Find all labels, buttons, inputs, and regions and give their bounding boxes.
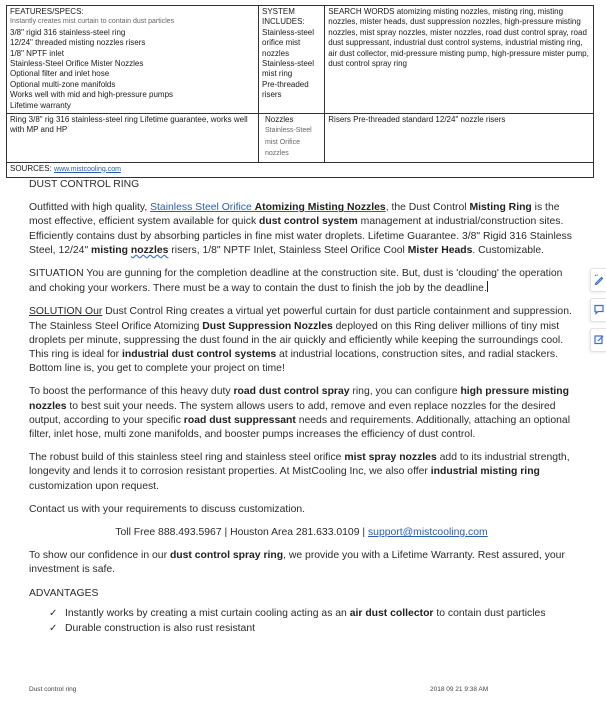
text-run: Durable construction is also rust resistant [65,623,255,635]
list-item [49,607,574,621]
system-item: Stainless-steel orifice mist nozzles [262,27,315,58]
search-title: SEARCH WORDS [328,7,395,16]
text-run: needs and requirements. Additionally, attaching an optional filter, inlet hose, multi zone manifolds, and booster pumps increases the efficiency of dust control. [29,414,571,441]
text-run: Instantly works by creating a mist curtain cooling acting as an [65,607,350,619]
keyword: mist spray nozzles [344,452,437,464]
keyword: misting [91,244,128,256]
text-run: to best suit your needs. The system allows users to add, remove and even replace nozzles for the desired output, according to your specific [29,400,556,426]
ring-cell: Ring 3/8" rig 316 stainless-steel ring Lifetime guarantee, works well with MP and HP [7,114,259,163]
text-run: , we provide you with a Lifetime Warranty. Rest assured, your investment is safe. [29,550,565,576]
footer-left: Dust control ring [29,686,77,693]
edit-box-button[interactable] [590,328,606,352]
keyword: dust control spray ring [169,550,284,562]
comment-add-button[interactable] [590,298,606,322]
checkmark-icon: ✓ [49,623,58,635]
nozzles-value: Stainless-Steel mist Orifice nozzles [265,127,312,158]
text-run: to contain dust particles [433,607,546,619]
contact-line [29,526,574,540]
checkmark-icon: ✓ [49,607,58,619]
footer-timestamp: 2018 09 21 9:38 AM [430,686,489,693]
paragraph-solution [29,305,574,376]
support-email-link[interactable]: support@mistcooling.com [367,527,488,539]
text-run: SITUATION You are gunning for the completion deadline at the construction site. But, dust is 'clouding' the operation and choking your workers. There must be a way to contain the dust to finish the job by the deadline. [29,268,563,295]
nozzles-label: Nozzles [265,115,294,125]
text-run: ring, you can configure [349,386,461,398]
paragraph-build [29,451,574,494]
text-run: deployed on this Ring deliver millions of tiny mist droplets per minute, suppressing the dust found in the air quickly and efficiently while keeping the surroundings cool. This ring is ideal for [29,320,564,361]
features-subtitle: Instantly creates mist curtain to contain dust particles [10,18,175,26]
text-run: is the most effective, efficient system available for quick [29,202,560,228]
nozzles-cell [259,114,325,163]
system-includes-cell [259,6,325,114]
nozzle-product-link[interactable] [150,202,386,213]
sources-link[interactable]: www.mistcooling.com [54,165,121,173]
text-run: The robust build of this stainless steel ring and stainless steel orifice [29,452,345,464]
features-cell [7,6,259,114]
system-item: Stainless-steel mist ring [262,59,315,79]
keyword: road dust suppressant [183,414,296,426]
text-run: management at industrial/construction sites. Efficiently contains dust by absorbing particles in fine mist water droplets. Lifetime Guarantee. 3/8" Rigid 316 Stainless Steel, 12/24" [29,216,572,256]
text-run: Outfitted with high quality, [29,202,151,214]
feature-item: Optional multi-zone manifolds [10,79,116,89]
text-run: risers, 1/8" NPTF Inlet, Stainless Steel Orifice Cool [168,244,408,256]
text-run-underlined: SOLUTION Our [29,306,103,318]
keyword: industrial dust control systems [121,349,277,361]
text-run: customization upon request. [29,480,159,492]
features-title: FEATURES/SPECS: [10,7,84,16]
feature-item: Optional filter and inlet hose [10,69,110,79]
phone-numbers: Toll Free 888.493.5967 | Houston Area 281.633.0109 | [115,527,368,539]
link-text-bold: Atomizing Misting Nozzles [254,202,386,214]
feature-item: Lifetime warranty [10,100,71,110]
risers-cell: Risers Pre-threaded standard 12/24" nozzle risers [325,114,594,163]
spec-table-row [7,6,594,114]
feature-item: Stainless-Steel Orifice Mister Nozzles [10,59,144,69]
spec-table [6,5,594,178]
text-run: To boost the performance of this heavy duty [29,386,234,398]
paragraph-performance [29,385,574,442]
link-text: Stainless Steel Orifice [150,202,255,214]
text-run: at industrial locations, construction sites, and radial stackers. Bottom line is, you get to complete your project on time! [29,349,558,375]
text-run: . Customizable. [472,244,545,256]
feature-item: 1/8" NPTF inlet [10,48,64,58]
feature-item: Works well with mid and high-pressure pumps [10,90,174,100]
pen-edit-icon [594,274,604,285]
text-run: add to its industrial strength, longevity and lends it to corrosion resistant properties. At MistCooling Inc, we also offer [29,452,570,478]
spec-table-row [7,114,594,163]
text-cursor [487,281,488,292]
keyword: Dust Suppression Nozzles [202,320,333,332]
advantages-heading: ADVANTAGES [29,587,99,599]
keyword-spellcheck: nozzles [130,244,169,256]
comment-add-icon [594,304,604,315]
list-item [49,622,574,636]
keyword: Misting Ring [469,202,532,214]
keyword: air dust collector [349,607,434,619]
keyword: high pressure misting nozzles [29,386,569,412]
document-body[interactable] [29,178,574,637]
doc-heading: DUST CONTROL RING [29,179,140,190]
paragraph-contact: Contact us with your requirements to discuss customization. [29,503,306,515]
sources-label: SOURCES: [10,163,52,173]
keyword: road dust control spray [233,386,350,398]
text-run: Dust Control Ring creates a virtual yet powerful curtain for dust particle containment and suppression. The Stainless Steel Orifice Atomizing [29,306,572,332]
pen-edit-button[interactable] [590,268,606,292]
keyword: industrial misting ring [430,466,540,478]
search-words: atomizing misting nozzles, misting ring, misting nozzles, mister heads, dust suppression nozzles, high-pressure misting nozzles, mist spray nozzles, mister nozzles, road dust control spray, road dust suppressant, industrial dust control systems, industrial misting ring, air dust collector, mid-pressure misting pump, high-pressure mister pump, dust control spray ring [328,7,589,69]
system-title: SYSTEM INCLUDES: [262,7,305,27]
system-item: Pre-threaded risers [262,79,309,100]
paragraph-warranty [29,549,574,577]
advantages-list [49,607,574,636]
feature-item: 12/24" threaded misting nozzles risers [10,38,146,48]
paragraph-intro [29,201,574,258]
text-run: To show our confidence in our [29,550,170,562]
paragraph-situation [29,267,574,296]
feature-item: 3/8" rigid 316 stainless-steel ring [10,27,126,37]
keyword: dust control system [259,216,358,228]
spec-table-row [7,162,594,177]
search-words-cell [325,6,594,114]
text-run: , the Dust Control [385,202,470,214]
sources-cell [7,162,594,177]
keyword: Mister Heads [407,244,473,256]
edit-box-icon [594,334,604,345]
